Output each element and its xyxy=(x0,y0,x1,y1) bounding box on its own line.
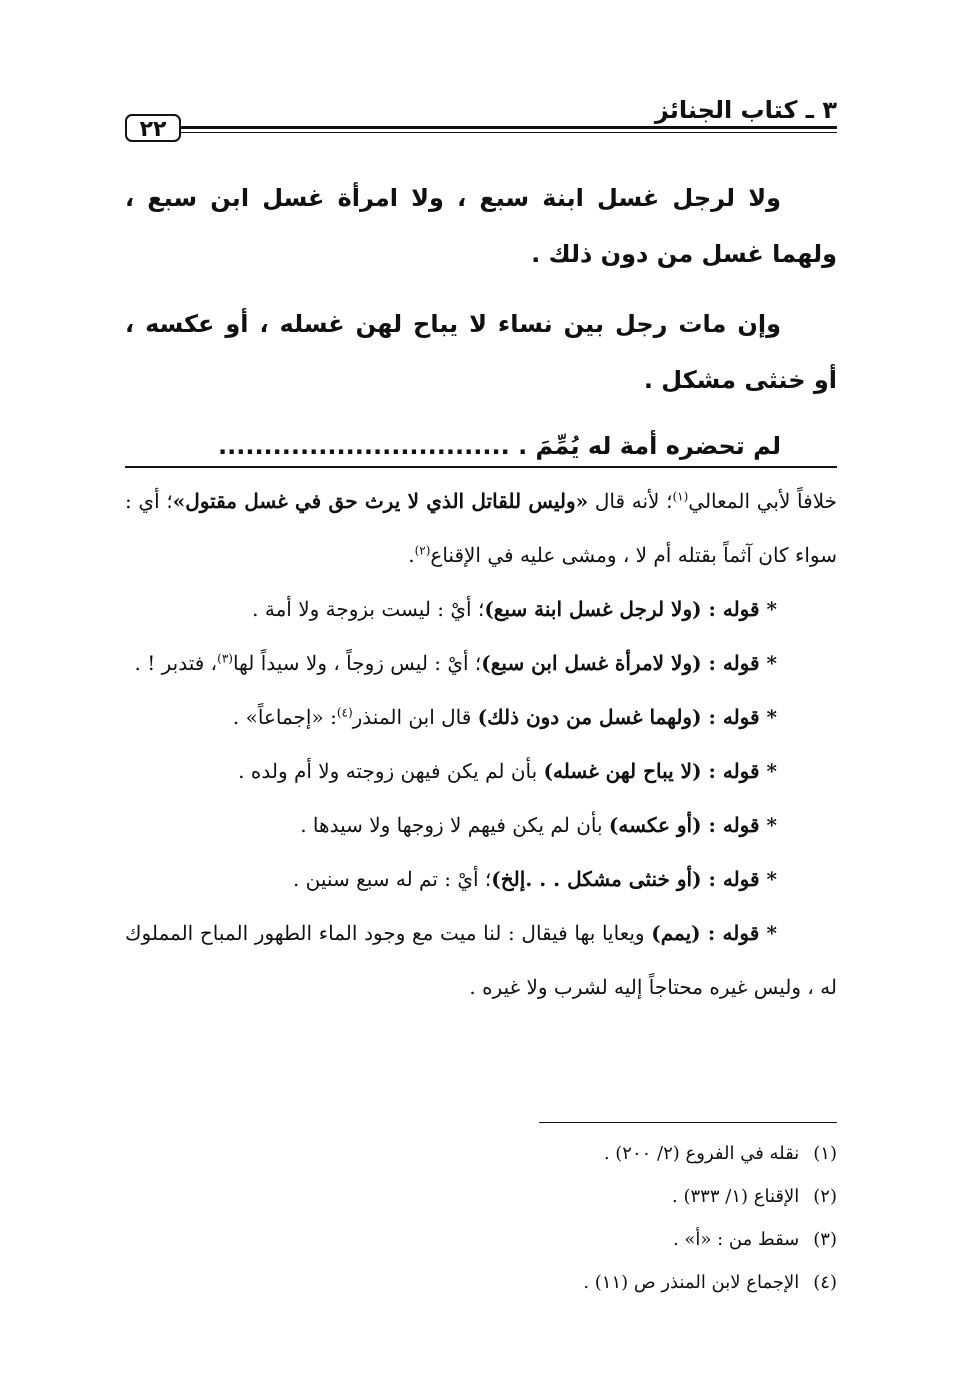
footnote-text: سقط من : «أ» . xyxy=(672,1229,800,1250)
commentary-paragraph-6 xyxy=(125,798,837,852)
commentary-label: * قوله : (يمم) xyxy=(651,921,777,945)
main-paragraph-3-text: لم تحضره أمة له يُمِّمَ . xyxy=(518,432,781,460)
commentary-text: ؛ لأنه قال xyxy=(588,489,673,513)
commentary-text: ، فتدبر ! . xyxy=(134,651,218,675)
page-number: ٢٢ xyxy=(125,114,181,142)
commentary-label: * قوله : (ولا لامرأة غسل ابن سبع) xyxy=(481,651,777,675)
footnote-text: الإقناع (١/ ٣٣٣) . xyxy=(672,1186,800,1207)
dotted-leader: ................................ xyxy=(217,432,510,460)
footnote-number: (٤) xyxy=(813,1272,837,1293)
main-text xyxy=(125,170,837,474)
page-header xyxy=(125,96,837,148)
footnote-number: (١) xyxy=(813,1143,837,1164)
footnote-2 xyxy=(125,1175,837,1218)
footnote-3 xyxy=(125,1218,837,1261)
footnotes xyxy=(125,1132,837,1304)
header-rule-thick xyxy=(181,126,837,129)
header-rule-thin xyxy=(181,132,837,133)
main-paragraph-2: وإن مات رجل بين نساء لا يباح لهن غسله ، أو عكسه ، أو خنثى مشكل . xyxy=(125,310,837,394)
commentary-paragraph-3 xyxy=(125,636,837,690)
text-separator xyxy=(125,466,837,468)
footnote-text: نقله في الفروع (٢/ ٢٠٠) . xyxy=(603,1143,800,1164)
commentary-text: بأن لم يكن فيهم لا زوجها ولا سيدها . xyxy=(300,813,609,837)
commentary-paragraph-7 xyxy=(125,852,837,906)
footnote-number: (٣) xyxy=(813,1229,837,1250)
commentary-text: ويعايا بها فيقال : لنا ميت مع وجود الماء الطهور المباح المملوك له ، وليس غيره محتاجاً إليه لشرب ولا غيره . xyxy=(125,921,837,999)
commentary-paragraph-1 xyxy=(125,474,837,582)
commentary xyxy=(125,474,837,1014)
footnote-ref: (٢) xyxy=(414,543,431,558)
commentary-label: * قوله : (أو عكسه) xyxy=(608,813,777,837)
footnote-ref: (١) xyxy=(672,489,689,504)
footnote-rule xyxy=(539,1122,837,1123)
commentary-text: قال ابن المنذر xyxy=(352,705,478,729)
commentary-text: ؛ أيْ : ليست بزوجة ولا أمة . xyxy=(252,597,485,621)
commentary-label: * قوله : (ولا لرجل غسل ابنة سبع) xyxy=(484,597,777,621)
commentary-paragraph-2 xyxy=(125,582,837,636)
commentary-paragraph-8 xyxy=(125,906,837,1014)
footnote-text: الإجماع لابن المنذر ص (١١) . xyxy=(583,1272,800,1293)
chapter-title: ٣ ـ كتاب الجنائز xyxy=(654,96,837,124)
commentary-text: . xyxy=(408,543,415,567)
commentary-label: * قوله : (أو خنثى مشكل . . .إلخ) xyxy=(491,867,777,891)
commentary-text: خلافاً لأبي المعالي xyxy=(688,489,838,513)
commentary-quote: «وليس للقاتل الذي لا يرث حق في غسل مقتول» xyxy=(172,489,589,513)
commentary-text: ؛ أيْ : تم له سبع سنين . xyxy=(292,867,492,891)
commentary-paragraph-5 xyxy=(125,744,837,798)
footnote-ref: (٤) xyxy=(336,705,353,720)
commentary-text: ؛ أيْ : ليس زوجاً ، ولا سيداً لها xyxy=(232,651,482,675)
main-paragraph-1: ولا لرجل غسل ابنة سبع ، ولا امرأة غسل ابن سبع ، ولهما غسل من دون ذلك . xyxy=(125,184,837,268)
footnote-4 xyxy=(125,1261,837,1304)
commentary-paragraph-4 xyxy=(125,690,837,744)
footnote-ref: (٣) xyxy=(217,651,233,666)
commentary-text: ؛ أي : سواء كان آثماً بقتله أم لا ، ومشى عليه في الإقناع xyxy=(125,489,837,567)
footnote-1 xyxy=(125,1132,837,1175)
commentary-text: : «إجماعاً» . xyxy=(232,705,337,729)
commentary-text: بأن لم يكن فيهن زوجته ولا أم ولده . xyxy=(238,759,544,783)
commentary-label: * قوله : (لا يباح لهن غسله) xyxy=(543,759,777,783)
commentary-label: * قوله : (ولهما غسل من دون ذلك) xyxy=(477,705,777,729)
footnote-number: (٢) xyxy=(813,1186,837,1207)
